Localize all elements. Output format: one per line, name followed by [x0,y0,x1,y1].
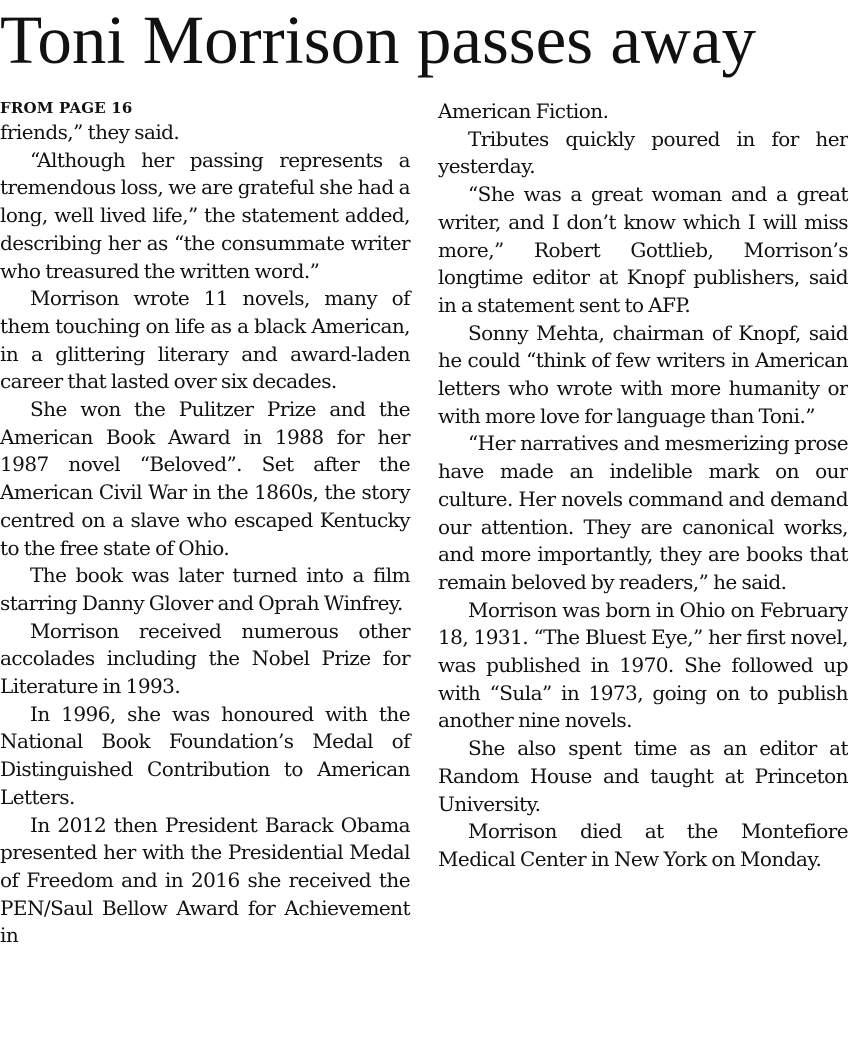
paragraph: friends,” they said. [0,120,180,144]
jump-line: FROM PAGE 16 [0,99,133,117]
paragraph: Morrison died at the Montefiore Medical Center in New York on Monday. [438,819,848,871]
article-column-left [0,98,410,950]
paragraph: She won the Pulitzer Prize and the American Book Award in 1988 for her 1987 novel “Beloved”. Set after the American Civil War in the 1860s, the story centred on a slave who escaped Kentucky to the free state of Ohio. [0,397,410,560]
paragraph: In 2012 then President Barack Obama presented her with the Presidential Medal of Freedom and in 2016 she received the PEN/Saul Bellow Award for Achievement in [0,812,410,948]
paragraph: Tributes quickly poured in for her yesterday. [438,126,848,179]
paragraph: “She was a great woman and a great writer, and I don’t know which I will miss more,” Robert Gottlieb, Morrison’s longtime editor at Knopf publishers, said in a statement sent to AFP. [438,182,848,317]
article-column-right [438,98,848,874]
paragraph: Morrison received numerous other accolades including the Nobel Prize for Literature in 1993. [0,618,410,699]
paragraph: “Although her passing represents a tremendous loss, we are grateful she had a long, well lived life,” the statement added, describing her as “the consummate writer who treasured the written word.” [0,147,410,283]
paragraph: Morrison wrote 11 novels, many of them touching on life as a black American, in a glittering literary and award-laden career that lasted over six decades. [0,286,410,394]
paragraph: American Fiction. [438,99,609,123]
paragraph: Sonny Mehta, chairman of Knopf, said he could “think of few writers in American letters who wrote with more humanity or with more love for language than Toni.” [438,320,848,428]
headline: Toni Morrison passes away [0,2,756,78]
paragraph: In 1996, she was honoured with the National Book Foundation’s Medal of Distinguished Contribution to American Letters. [0,701,410,809]
paragraph: The book was later turned into a film starring Danny Glover and Oprah Winfrey. [0,563,410,615]
paragraph: Morrison was born in Ohio on February 18, 1931. “The Bluest Eye,” her first novel, was published in 1970. She followed up with “Sula” in 1973, going on to publish another nine novels. [438,597,848,733]
paragraph: “Her narratives and mesmerizing prose have made an indelible mark on our culture. Her novels command and demand our attention. They are canonical works, and more importantly, they are books that remain beloved by readers,” he said. [438,431,848,594]
paragraph: She also spent time as an editor at Random House and taught at Princeton University. [438,736,848,816]
